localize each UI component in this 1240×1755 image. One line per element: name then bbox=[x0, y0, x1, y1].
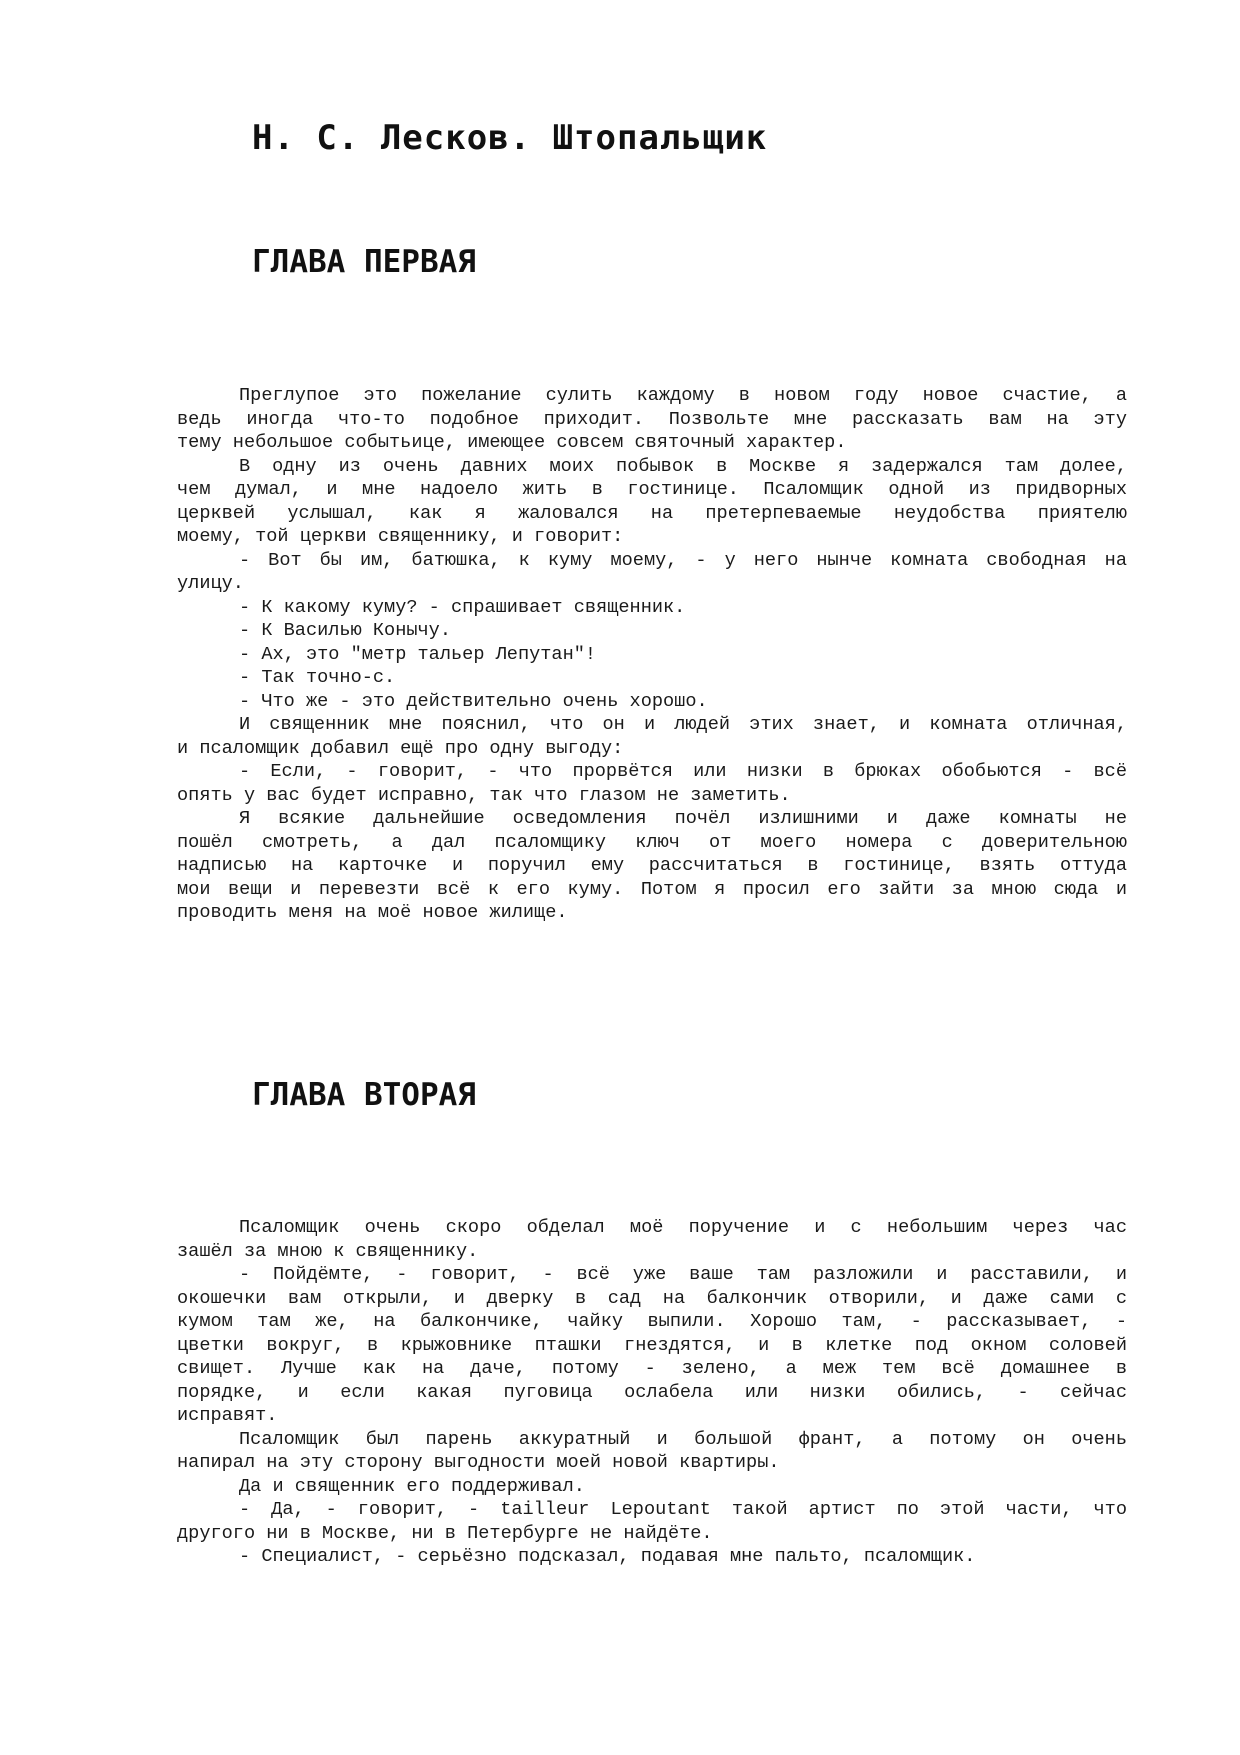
text-line: церквей услышал, как я жаловался на претерпеваемые неудобства приятелю bbox=[177, 502, 1127, 524]
text-line: Преглупое это пожелание сулить каждому в новом году новое счастие, а bbox=[239, 385, 1127, 406]
text-line: пошёл смотреть, а дал псаломщику ключ от моего номера с доверительною bbox=[177, 831, 1127, 853]
text-line: Да и священник его поддерживал. bbox=[239, 1475, 585, 1497]
text-line: другого ни в Москве, ни в Петербурге не найдёте. bbox=[177, 1522, 713, 1544]
text-line: Псаломщик был парень аккуратный и большой франт, а потому он очень bbox=[239, 1428, 1127, 1450]
text-line: порядке, и если какая пуговица ослабела или низки обились, - сейчас bbox=[177, 1381, 1127, 1403]
text-line: - Пойдёмте, - говорит, - всё уже ваше там разложили и расставили, и bbox=[239, 1264, 1127, 1285]
text-line: - Если, - говорит, - что прорвётся или низки в брюках обобьются - всё bbox=[239, 761, 1127, 782]
text-line: - Что же - это действительно очень хорошо. bbox=[239, 690, 708, 712]
text-line: мои вещи и перевезти всё к его куму. Потом я просил его зайти за мною сюда и bbox=[177, 878, 1127, 900]
chapter-text bbox=[177, 1216, 1127, 1569]
text-line: - К Василью Конычу. bbox=[239, 620, 452, 641]
text-line: зашёл за мною к священнику. bbox=[177, 1240, 479, 1262]
text-line: проводить меня на моё новое жилище. bbox=[177, 902, 568, 923]
text-line: и псаломщик добавил ещё про одну выгоду: bbox=[177, 737, 624, 759]
chapter-heading: ГЛАВА ПЕРВАЯ bbox=[252, 244, 476, 280]
text-line: - Вот бы им, батюшка, к куму моему, - у него нынче комната свободная на bbox=[239, 549, 1127, 571]
text-line: опять у вас будет исправно, так что глазом не заметить. bbox=[177, 784, 791, 806]
text-line: улицу. bbox=[177, 573, 244, 594]
text-line: напирал на эту сторону выгодности моей новой квартиры. bbox=[177, 1452, 780, 1473]
text-line: - Да, - говорит, - tailleur Lepoutant такой артист по этой части, что bbox=[239, 1499, 1127, 1520]
text-line: цветки вокруг, в крыжовнике пташки гнездятся, и в клетке под окном соловей bbox=[177, 1334, 1127, 1356]
text-line: Я всякие дальнейшие осведомления почёл излишними и даже комнаты не bbox=[239, 808, 1127, 829]
text-line: - К какому куму? - спрашивает священник. bbox=[239, 596, 686, 618]
text-line: кумом там же, на балкончике, чайку выпили. Хорошо там, - рассказывает, - bbox=[177, 1311, 1127, 1332]
text-line: Псаломщик очень скоро обделал моё поручение и с небольшим через час bbox=[239, 1217, 1127, 1238]
text-line: И священник мне пояснил, что он и людей этих знает, и комната отличная, bbox=[239, 714, 1127, 735]
text-line: - Ах, это "метр тальер Лепутан"! bbox=[239, 643, 597, 665]
text-line: - Так точно-с. bbox=[239, 667, 396, 688]
text-line: чем думал, и мне надоело жить в гостинице. Псаломщик одной из придворных bbox=[177, 479, 1127, 500]
text-line: В одну из очень давних моих побывок в Москве я задержался там долее, bbox=[239, 455, 1127, 477]
text-line: окошечки вам открыли, и дверку в сад на балкончик отворили, и даже сами с bbox=[177, 1287, 1127, 1309]
text-line: - Специалист, - серьёзно подсказал, подавая мне пальто, псаломщик. bbox=[239, 1546, 976, 1567]
text-line: надписью на карточке и поручил ему рассчитаться в гостинице, взять оттуда bbox=[177, 855, 1127, 876]
document-title: Н. С. Лесков. Штопальщик bbox=[252, 118, 768, 158]
chapter-heading: ГЛАВА ВТОРАЯ bbox=[252, 1077, 476, 1113]
chapter-text bbox=[177, 384, 1127, 925]
text-line: ведь иногда что-то подобное приходит. Позвольте мне рассказать вам на эту bbox=[177, 408, 1127, 430]
text-line: тему небольшое событьице, имеющее совсем святочный характер. bbox=[177, 432, 847, 453]
text-line: свищет. Лучше как на даче, потому - зелено, а меж тем всё домашнее в bbox=[177, 1358, 1127, 1379]
text-line: исправят. bbox=[177, 1405, 278, 1426]
text-line: моему, той церкви священнику, и говорит: bbox=[177, 526, 624, 547]
